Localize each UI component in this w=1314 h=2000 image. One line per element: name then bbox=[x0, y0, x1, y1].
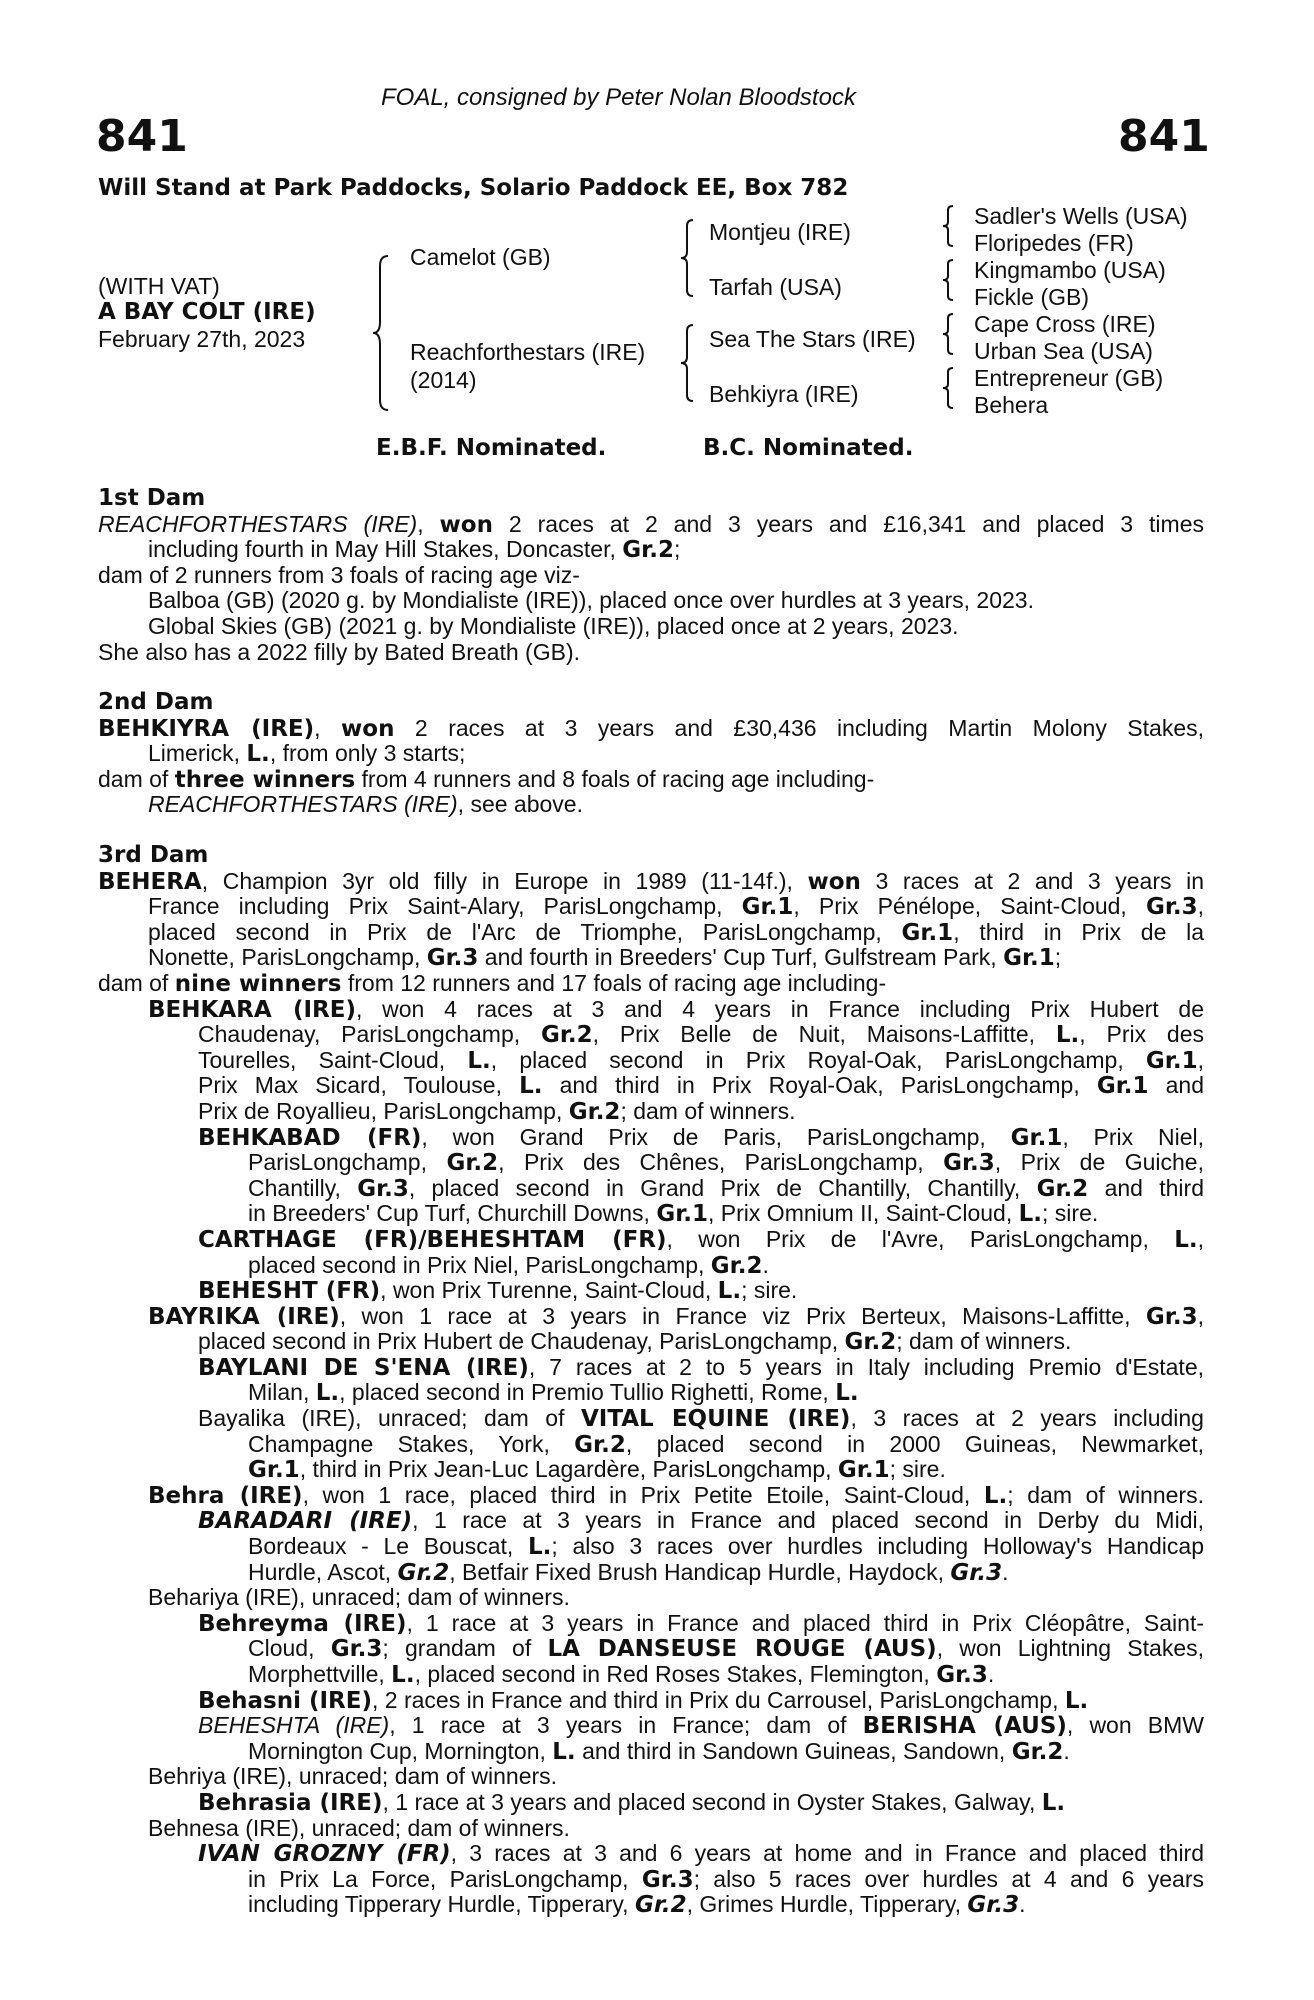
pedigree-ancestor: Urban Sea (USA) bbox=[974, 338, 1153, 364]
text-line: dam of 2 runners from 3 foals of racing age viz- bbox=[98, 561, 580, 588]
pedigree-ancestor: Behera bbox=[974, 392, 1049, 418]
pedigree-dam: Reachforthestars (IRE) bbox=[410, 339, 646, 365]
text-line: Bordeaux - Le Bouscat, L.; also 3 races over hurdles including Holloway's Handicap bbox=[248, 1533, 1204, 1561]
text-line: Milan, L., placed second in Premio Tullio Righetti, Rome, L. bbox=[248, 1379, 859, 1407]
pedigree-ancestor: Fickle (GB) bbox=[974, 284, 1089, 310]
text-line: BEHKARA (IRE), won 4 races at 3 and 4 years in France including Prix Hubert de bbox=[148, 995, 1204, 1023]
section-heading: 2nd Dam bbox=[98, 689, 214, 715]
brace-icon bbox=[940, 312, 956, 356]
text-line: dam of three winners from 4 runners and 8 foals of racing age including- bbox=[98, 765, 875, 793]
pedigree-ancestor: Cape Cross (IRE) bbox=[974, 311, 1156, 337]
text-line: Hurdle, Ascot, Gr.2, Betfair Fixed Brush Handicap Hurdle, Haydock, Gr.3. bbox=[248, 1558, 1009, 1586]
bc-nominated: B.C. Nominated. bbox=[703, 435, 914, 461]
brace-icon bbox=[678, 218, 696, 298]
text-line: BEHESHTA (IRE), 1 race at 3 years in France; dam of BERISHA (AUS), won BMW bbox=[198, 1712, 1204, 1740]
pedigree-ancestor: Kingmambo (USA) bbox=[974, 257, 1166, 283]
text-line: Behasni (IRE), 2 races in France and third in Prix du Carrousel, ParisLongchamp, L. bbox=[198, 1686, 1089, 1714]
brace-icon bbox=[678, 323, 696, 403]
pedigree-dam-year: (2014) bbox=[410, 367, 477, 393]
text-line: Balboa (GB) (2020 g. by Mondialiste (IRE)), placed once over hurdles at 3 years, 2023. bbox=[148, 587, 1034, 614]
text-line: Tourelles, Saint-Cloud, L., placed second in Prix Royal-Oak, ParisLongchamp, Gr.1, bbox=[198, 1046, 1204, 1074]
text-line: She also has a 2022 filly by Bated Breath (GB). bbox=[98, 638, 580, 665]
stand-line: Will Stand at Park Paddocks, Solario Paddock EE, Box 782 bbox=[98, 175, 849, 201]
text-line: including fourth in May Hill Stakes, Doncaster, Gr.2; bbox=[148, 536, 681, 564]
text-line: Global Skies (GB) (2021 g. by Mondialiste (IRE)), placed once at 2 years, 2023. bbox=[148, 612, 959, 639]
text-line: Behariya (IRE), unraced; dam of winners. bbox=[148, 1584, 570, 1611]
horse-dob: February 27th, 2023 bbox=[98, 326, 306, 352]
text-line: Gr.1, third in Prix Jean-Luc Lagardère, ParisLongchamp, Gr.1; sire. bbox=[248, 1456, 946, 1484]
text-line: Behra (IRE), won 1 race, placed third in Prix Petite Etoile, Saint-Cloud, L.; dam of winners. bbox=[148, 1481, 1204, 1509]
text-line: placed second in Prix Niel, ParisLongchamp, Gr.2. bbox=[248, 1251, 769, 1279]
ebf-nominated: E.B.F. Nominated. bbox=[376, 435, 607, 461]
second-dam-section bbox=[98, 690, 1204, 818]
text-line: Behreyma (IRE), 1 race at 3 years in France and placed third in Prix Cléopâtre, Saint- bbox=[198, 1609, 1204, 1637]
section-heading: 1st Dam bbox=[98, 485, 206, 511]
text-line: placed second in Prix de l'Arc de Triomphe, ParisLongchamp, Gr.1, third in Prix de la bbox=[148, 918, 1204, 946]
text-line: France including Prix Saint-Alary, ParisLongchamp, Gr.1, Prix Pénélope, Saint-Cloud, Gr.3, bbox=[148, 893, 1205, 921]
text-line: Mornington Cup, Mornington, L. and third in Sandown Guineas, Sandown, Gr.2. bbox=[248, 1737, 1070, 1765]
brace-icon bbox=[940, 258, 956, 302]
text-line: Champagne Stakes, York, Gr.2, placed second in 2000 Guineas, Newmarket, bbox=[248, 1430, 1204, 1458]
text-line: IVAN GROZNY (FR), 3 races at 3 and 6 years at home and in France and placed third bbox=[198, 1840, 1205, 1868]
pedigree-ancestor: Entrepreneur (GB) bbox=[974, 365, 1164, 391]
text-line: Chaudenay, ParisLongchamp, Gr.2, Prix Belle de Nuit, Maisons-Laffitte, L., Prix des bbox=[198, 1021, 1204, 1049]
text-line: including Tipperary Hurdle, Tipperary, Gr.2, Grimes Hurdle, Tipperary, Gr.3. bbox=[248, 1891, 1026, 1919]
text-line: BAYLANI DE S'ENA (IRE), 7 races at 2 to 5 years in Italy including Premio d'Estate, bbox=[198, 1353, 1204, 1381]
text-line: ParisLongchamp, Gr.2, Prix des Chênes, ParisLongchamp, Gr.3, Prix de Guiche, bbox=[248, 1149, 1204, 1177]
pedigree-dam-dam: Behkiyra (IRE) bbox=[709, 381, 859, 407]
text-line: Limerick, L., from only 3 starts; bbox=[148, 740, 466, 768]
vat-label: (WITH VAT) bbox=[98, 273, 220, 299]
text-line: Morphettville, L., placed second in Red Roses Stakes, Flemington, Gr.3. bbox=[248, 1661, 995, 1688]
pedigree-sire-dam: Tarfah (USA) bbox=[709, 274, 842, 300]
text-line: in Breeders' Cup Turf, Churchill Downs, Gr.1, Prix Omnium II, Saint-Cloud, L.; sire. bbox=[248, 1200, 1099, 1228]
text-line: REACHFORTHESTARS (IRE), won 2 races at 2 and 3 years and £16,341 and placed 3 times bbox=[98, 510, 1204, 538]
brace-icon bbox=[940, 366, 956, 410]
horse-name: A BAY COLT (IRE) bbox=[98, 299, 316, 325]
pedigree-sire-sire: Montjeu (IRE) bbox=[709, 219, 851, 245]
text-line: placed second in Prix Hubert de Chaudenay, ParisLongchamp, Gr.2; dam of winners. bbox=[198, 1328, 1072, 1356]
text-line: Cloud, Gr.3; grandam of LA DANSEUSE ROUGE (AUS), won Lightning Stakes, bbox=[248, 1635, 1205, 1663]
text-line: Behriya (IRE), unraced; dam of winners. bbox=[148, 1763, 558, 1790]
text-line: Prix de Royallieu, ParisLongchamp, Gr.2; dam of winners. bbox=[198, 1097, 796, 1125]
text-line: REACHFORTHESTARS (IRE), see above. bbox=[148, 791, 583, 818]
section-heading: 3rd Dam bbox=[98, 842, 209, 868]
text-line: Chantilly, Gr.3, placed second in Grand Prix de Chantilly, Chantilly, Gr.2 and third bbox=[248, 1174, 1204, 1202]
pedigree-ancestor: Sadler's Wells (USA) bbox=[974, 203, 1188, 229]
text-line: BAYRIKA (IRE), won 1 race at 3 years in France viz Prix Berteux, Maisons-Laffitte, Gr.3, bbox=[148, 1302, 1204, 1330]
first-dam-section bbox=[98, 486, 1204, 665]
text-line: in Prix La Force, ParisLongchamp, Gr.3; also 5 races over hurdles at 4 and 6 years bbox=[248, 1865, 1204, 1893]
text-line: dam of nine winners from 12 runners and 17 foals of racing age including- bbox=[98, 969, 887, 997]
text-line: Prix Max Sicard, Toulouse, L. and third in Prix Royal-Oak, ParisLongchamp, Gr.1 and bbox=[198, 1072, 1205, 1100]
lot-number-right: 841 bbox=[1118, 111, 1210, 162]
text-line: BEHESHT (FR), won Prix Turenne, Saint-Cloud, L.; sire. bbox=[198, 1277, 798, 1305]
text-line: Nonette, ParisLongchamp, Gr.3 and fourth in Breeders' Cup Turf, Gulfstream Park, Gr.1; bbox=[148, 944, 1062, 972]
pedigree-ancestor: Floripedes (FR) bbox=[974, 230, 1134, 256]
text-line: Behrasia (IRE), 1 race at 3 years and placed second in Oyster Stakes, Galway, L. bbox=[198, 1788, 1066, 1816]
brace-icon bbox=[370, 254, 392, 412]
text-line: BEHKABAD (FR), won Grand Prix de Paris, ParisLongchamp, Gr.1, Prix Niel, bbox=[198, 1123, 1204, 1151]
third-dam-section bbox=[98, 843, 1204, 1918]
text-line: Behnesa (IRE), unraced; dam of winners. bbox=[148, 1814, 570, 1841]
text-line: Bayalika (IRE), unraced; dam of VITAL EQUINE (IRE), 3 races at 2 years including bbox=[198, 1405, 1204, 1433]
text-line: BEHERA, Champion 3yr old filly in Europe in 1989 (11-14f.), won 3 races at 2 and 3 years in bbox=[98, 867, 1205, 895]
text-line: CARTHAGE (FR)/BEHESHTAM (FR), won Prix de l'Avre, ParisLongchamp, L., bbox=[198, 1225, 1204, 1253]
lot-number-left: 841 bbox=[96, 111, 188, 162]
pedigree-sire: Camelot (GB) bbox=[410, 244, 551, 270]
consignor-line: FOAL, consigned by Peter Nolan Bloodstock bbox=[381, 84, 856, 111]
text-line: BARADARI (IRE), 1 race at 3 years in France and placed second in Derby du Midi, bbox=[198, 1507, 1204, 1535]
brace-icon bbox=[940, 204, 956, 248]
pedigree-dam-sire: Sea The Stars (IRE) bbox=[709, 326, 916, 352]
text-line: BEHKIYRA (IRE), won 2 races at 3 years and £30,436 including Martin Molony Stakes, bbox=[98, 714, 1204, 742]
